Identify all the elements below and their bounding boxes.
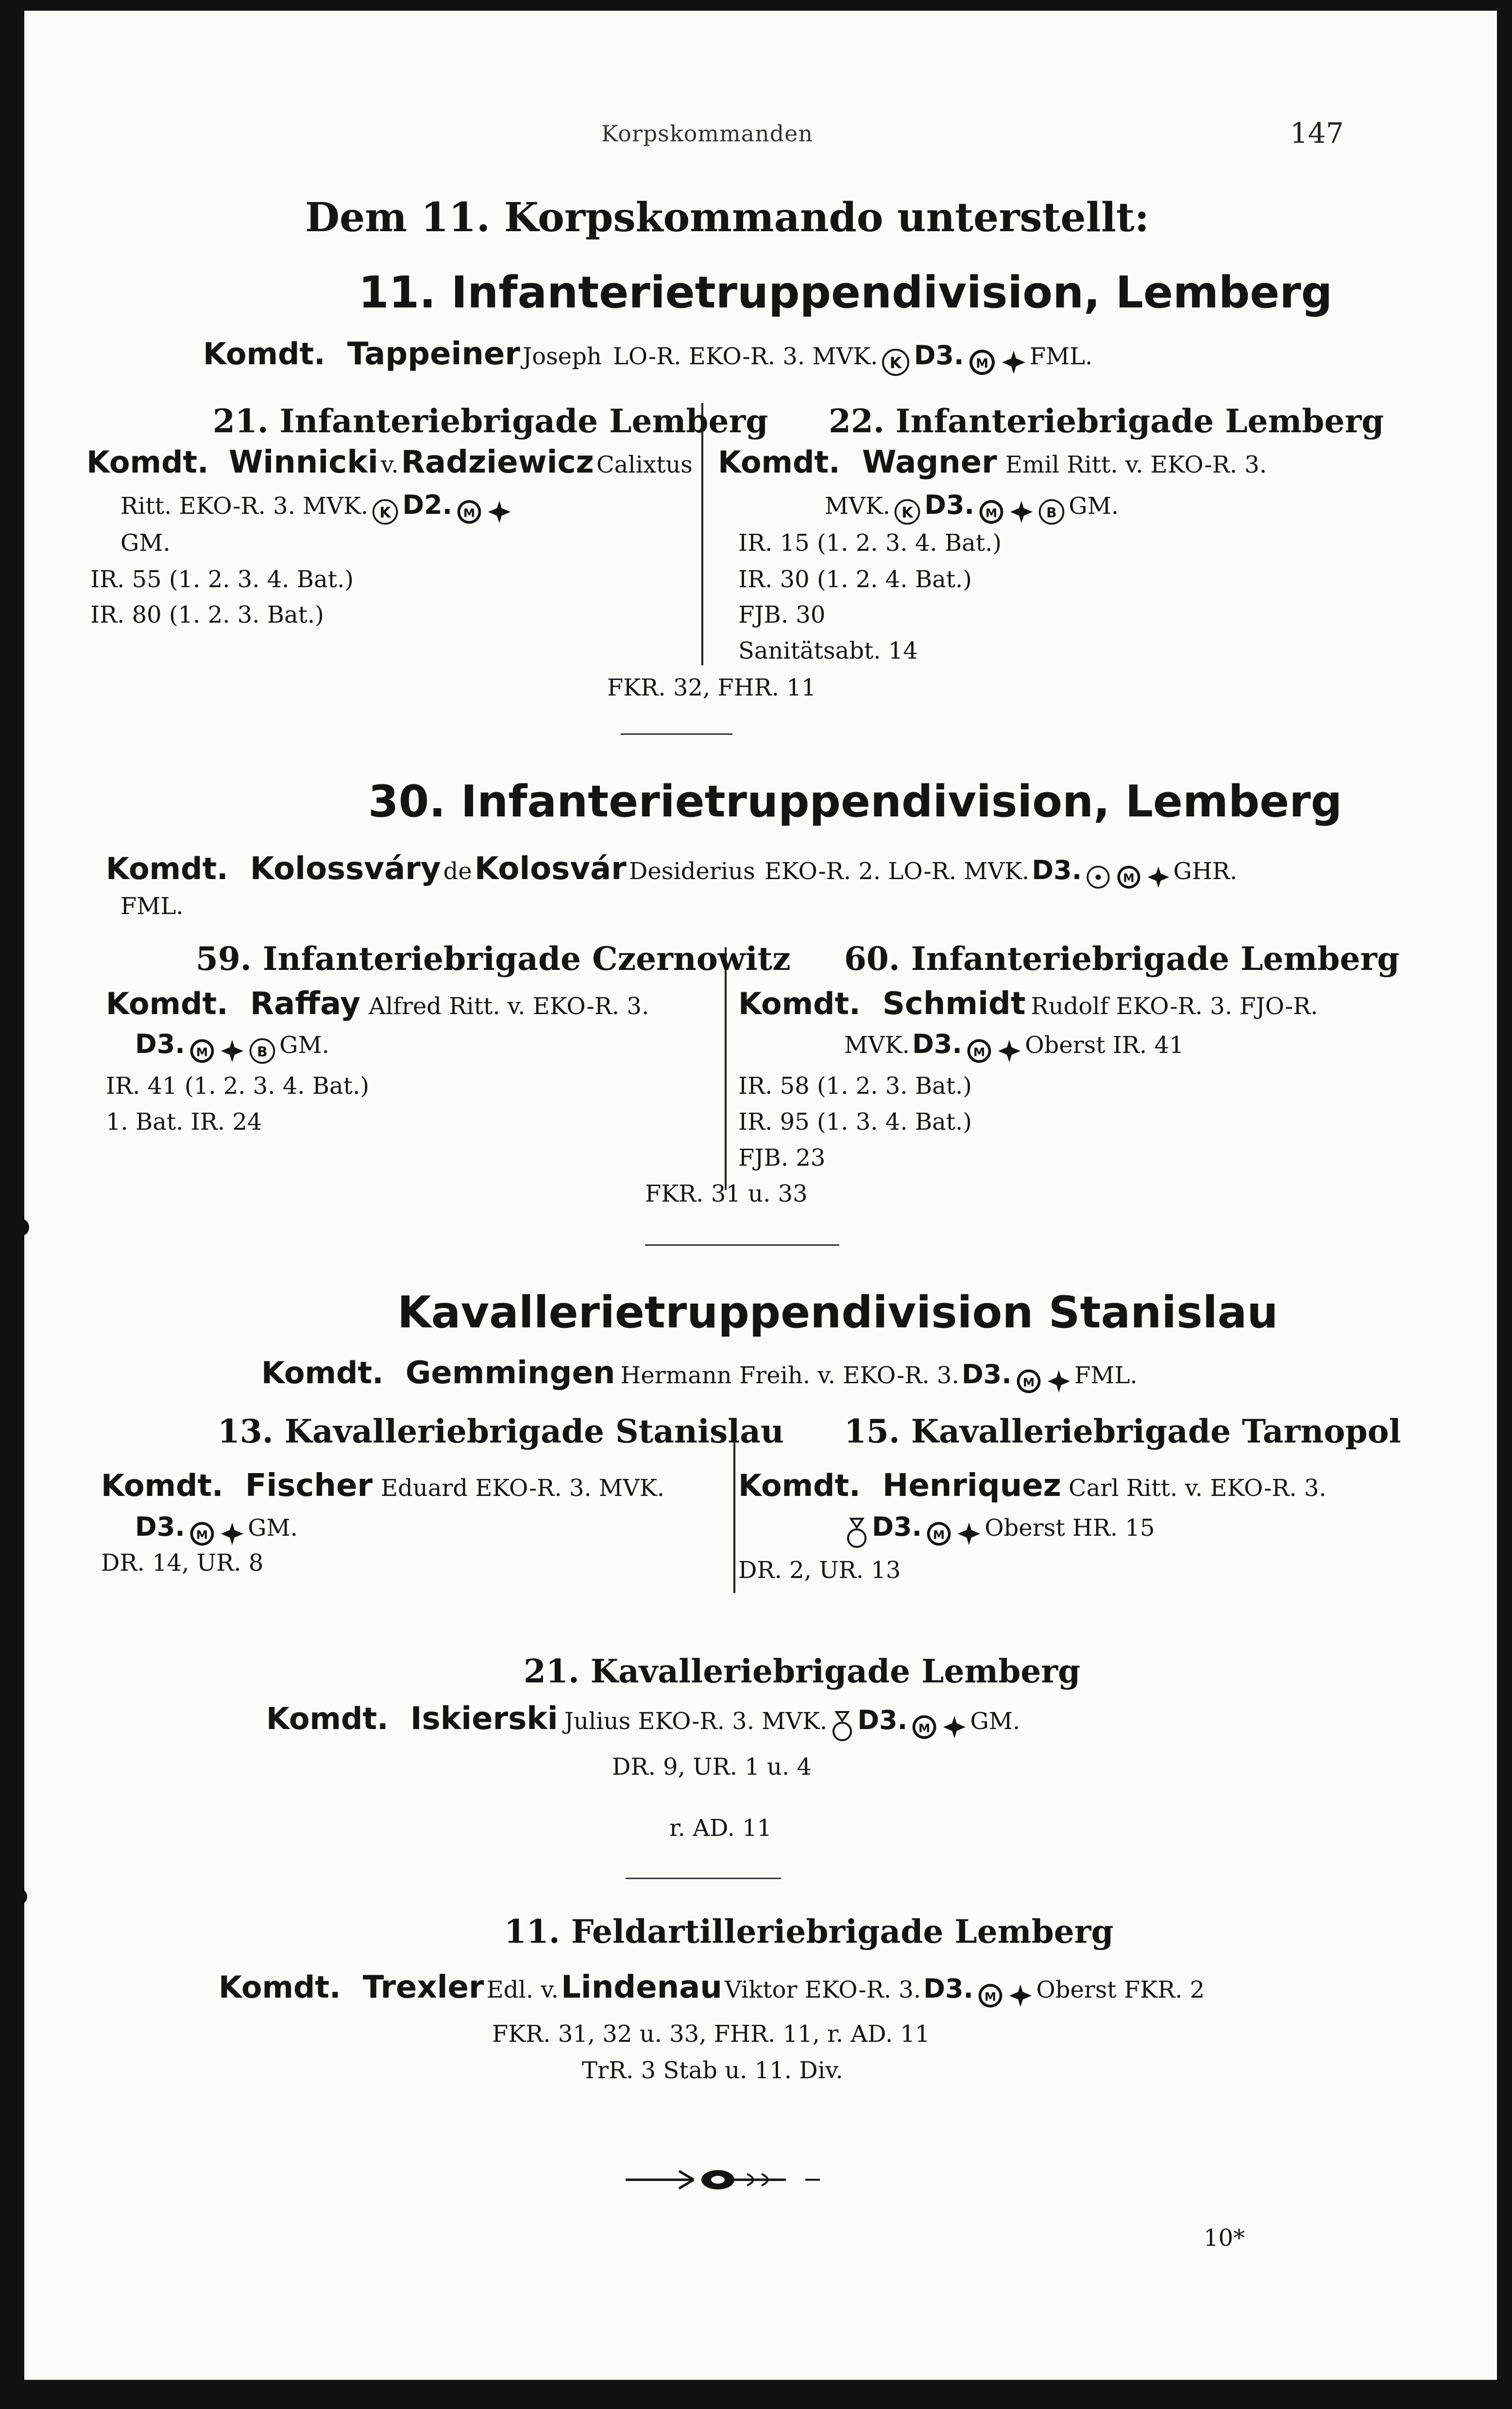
unit-line: IR. 41 (1. 2. 3. 4. Bat.) (106, 1072, 370, 1100)
cross-icon (1046, 1368, 1072, 1394)
unit-line: DR. 14, UR. 8 (101, 1549, 264, 1577)
cross-icon (941, 1714, 968, 1740)
div11-commander-line (203, 336, 1092, 378)
komdt-label: Komdt. (266, 1701, 389, 1736)
m-circle-icon (910, 1713, 939, 1742)
d3-mark: D3. (1032, 855, 1082, 885)
svg-text:M: M (1123, 871, 1135, 885)
komdt-label: Komdt. (203, 336, 325, 372)
brigade-59-title: 59. Infanteriebrigade Czernowitz (196, 940, 791, 978)
commander-name-2: Radziewicz (401, 444, 594, 480)
kav-brigade-13-title: 13. Kavalleriebrigade Stanislau (218, 1412, 784, 1450)
unit-line: DR. 9, UR. 1 u. 4 (612, 1753, 812, 1781)
cross-icon (1007, 1983, 1034, 2009)
komdt-label: Komdt. (106, 986, 228, 1021)
svg-text:M: M (985, 505, 998, 520)
div30-commander-line (106, 851, 1237, 891)
d3-mark: D3. (135, 1029, 185, 1059)
main-title: Dem 11. Korpskommando unterstellt: (305, 194, 1150, 241)
b-circle-icon (1037, 497, 1066, 526)
d3-mark: D3. (961, 1359, 1012, 1390)
decorations: Ritt. EKO-R. 3. MVK. (120, 492, 369, 520)
commander-name: Gemmingen (405, 1355, 615, 1391)
brigade-60-title: 60. Infanteriebrigade Lemberg (844, 940, 1400, 978)
commander-rank: GM. (248, 1514, 298, 1542)
svg-text:M: M (985, 1989, 997, 2003)
svg-text:M: M (1022, 1374, 1035, 1389)
brigade-60-commander (738, 986, 1318, 1022)
komdt-label: Komdt. (718, 444, 840, 480)
nobility-particle: v. (380, 451, 399, 478)
m-circle-icon (187, 1036, 217, 1066)
div30-rank: FML. (120, 893, 184, 920)
svg-text:K: K (890, 353, 902, 372)
svg-text:K: K (901, 504, 913, 521)
k-circle-icon (371, 497, 400, 526)
column-divider (701, 403, 703, 665)
m-circle-icon (967, 347, 998, 378)
komdt-label: Komdt. (86, 444, 209, 480)
commander-rank: Oberst FKR. 2 (1036, 1976, 1205, 2003)
komdt-label: Komdt. (219, 1969, 341, 2005)
kav-brigade-15-title: 15. Kavalleriebrigade Tarnopol (844, 1412, 1401, 1450)
unit-line: IR. 58 (1. 2. 3. Bat.) (738, 1072, 972, 1100)
nobility-particle: de (443, 858, 472, 885)
b-circle-icon (248, 1036, 277, 1066)
commander-given: Calixtus (596, 451, 693, 478)
commander-rank: Oberst HR. 15 (985, 1514, 1155, 1542)
komdt-label: Komdt. (101, 1468, 223, 1503)
komdt-label: Komdt. (738, 1468, 861, 1503)
commander-given: Desiderius (629, 858, 755, 885)
d3-mark: D3. (912, 1029, 962, 1059)
brigade-22-commander (718, 444, 1267, 480)
m-circle-icon (187, 1519, 217, 1548)
unit-line: FJB. 30 (738, 601, 826, 628)
sun-circle-icon (1084, 863, 1112, 891)
commander-name: Kolossváry (250, 851, 441, 887)
cross-icon (1008, 499, 1035, 525)
kav-brigade-21-title: 21. Kavalleriebrigade Lemberg (524, 1652, 1081, 1690)
komdt-label: Komdt. (738, 986, 861, 1021)
m-circle-icon (976, 1981, 1005, 2010)
commander-given: Hermann Freih. v. EKO-R. 3. (620, 1362, 959, 1389)
svg-text:M: M (196, 1044, 208, 1059)
svg-text:M: M (196, 1527, 208, 1542)
brigade-59-decorations (135, 1029, 329, 1066)
unit-line: IR. 15 (1. 2. 3. 4. Bat.) (738, 529, 1002, 557)
komdt-label: Komdt. (261, 1355, 384, 1391)
medal-ribbon-icon (844, 1517, 869, 1551)
column-divider (725, 947, 727, 1190)
unit-line: IR. 95 (1. 3. 4. Bat.) (738, 1108, 972, 1136)
commander-rank: FML. (1029, 343, 1093, 370)
commander-given: Emil Ritt. v. EKO-R. 3. (1005, 451, 1267, 478)
cross-icon (956, 1521, 982, 1547)
kav-brigade-21-commander (266, 1701, 1020, 1744)
signature-mark: 10* (1204, 2224, 1245, 2252)
scan-border-left (18, 0, 24, 2409)
decorations: MVK. (825, 492, 890, 520)
unit-line: r. AD. 11 (669, 1815, 772, 1842)
decorations: EKO-R. 2. LO-R. MVK. (764, 858, 1030, 885)
commander-given: Carl Ritt. v. EKO-R. 3. (1068, 1475, 1326, 1502)
commander-name: Tappeiner (347, 336, 520, 372)
unit-line: 1. Bat. IR. 24 (106, 1108, 262, 1136)
k-circle-icon (880, 347, 911, 378)
commander-rank: GM. (1069, 492, 1119, 520)
brigade-60-decorations (844, 1029, 1184, 1066)
unit-line: Sanitätsabt. 14 (738, 637, 918, 664)
div30-footer-units: FKR. 31 u. 33 (645, 1180, 808, 1207)
commander-given: Julius EKO-R. 3. MVK. (564, 1708, 828, 1735)
brigade-59-commander (106, 986, 649, 1022)
commander-name: Schmidt (882, 986, 1026, 1022)
brigade-22-title: 22. Infanteriebrigade Lemberg (829, 402, 1384, 440)
svg-text:K: K (379, 504, 391, 521)
nobility-particle: Edl. v. (486, 1976, 559, 2003)
scan-speck (18, 1219, 29, 1236)
cross-icon (219, 1521, 245, 1547)
kav-title: Kavallerietruppendivision Stanislau (397, 1287, 1278, 1338)
commander-name: Henriquez (882, 1468, 1061, 1504)
m-circle-icon (1115, 863, 1143, 891)
svg-text:M: M (463, 505, 476, 520)
scan-border-top (18, 0, 1505, 11)
commander-name: Winnicki (228, 444, 378, 480)
medal-ribbon-icon (830, 1710, 855, 1744)
m-circle-icon (1014, 1367, 1043, 1396)
brigade-21-commander (86, 444, 693, 480)
m-circle-icon (924, 1519, 953, 1548)
m-circle-icon (965, 1036, 994, 1066)
commander-name: Fischer (245, 1468, 373, 1504)
brigade-21-rank: GM. (120, 529, 170, 557)
kav-commander-line (261, 1355, 1138, 1396)
section-divider (645, 1244, 839, 1246)
commander-rank: GM. (279, 1032, 330, 1059)
svg-text:M: M (975, 356, 988, 371)
commander-name: Iskierski (410, 1701, 558, 1737)
brigade-21-decorations (120, 490, 512, 526)
kav-brigade-15-commander (738, 1468, 1326, 1504)
commander-given: Eduard EKO-R. 3. MVK. (381, 1475, 664, 1502)
fab-11-title: 11. Feldartilleriebrigade Lemberg (504, 1913, 1114, 1951)
document-page (18, 0, 1505, 2409)
commander-name-2: Kolosvár (474, 851, 627, 887)
unit-line: DR. 2, UR. 13 (738, 1557, 901, 1584)
cross-icon (1000, 349, 1027, 376)
commander-name: Raffay (250, 986, 361, 1022)
commander-name-2: Lindenau (561, 1969, 722, 2005)
unit-line: IR. 80 (1. 2. 3. Bat.) (90, 601, 324, 628)
svg-text:M: M (933, 1527, 945, 1542)
brigade-22-decorations (825, 490, 1119, 526)
fab-11-commander (219, 1969, 1205, 2010)
div11-title: 11. Infanterietruppendivision, Lemberg (358, 267, 1333, 318)
scan-border-right (1497, 0, 1505, 2409)
kav-brigade-13-decorations (135, 1511, 298, 1548)
cross-icon (1146, 865, 1171, 890)
unit-line: IR. 30 (1. 2. 4. Bat.) (738, 566, 972, 593)
k-circle-icon (893, 497, 922, 526)
m-circle-icon (455, 497, 484, 526)
scan-border-bottom (18, 2380, 1505, 2409)
m-circle-icon (977, 497, 1006, 526)
d3-mark: D3. (924, 490, 975, 520)
cross-icon (486, 499, 512, 525)
d2-mark: D2. (402, 490, 453, 520)
commander-name: Trexler (362, 1969, 484, 2005)
unit-line: IR. 55 (1. 2. 3. 4. Bat.) (90, 566, 354, 593)
div11-footer-units: FKR. 32, FHR. 11 (607, 674, 816, 701)
decoration-ghr: GHR. (1173, 858, 1238, 885)
decorations: MVK. (844, 1032, 910, 1059)
komdt-label: Komdt. (106, 851, 228, 886)
d3-mark: D3. (857, 1705, 908, 1735)
brigade-21-title: 21. Infanteriebrigade Lemberg (213, 402, 768, 440)
ornament-icon (621, 2160, 834, 2199)
kav-brigade-13-commander (101, 1468, 664, 1504)
running-title: Korpskommanden (601, 120, 814, 147)
commander-given: Joseph (523, 343, 602, 370)
commander-given: Rudolf EKO-R. 3. FJO-R. (1031, 993, 1318, 1020)
commander-rank: Oberst IR. 41 (1025, 1032, 1184, 1059)
section-divider (621, 733, 732, 735)
svg-text:B: B (1046, 504, 1057, 521)
unit-line: TrR. 3 Stab u. 11. Div. (582, 2057, 843, 2084)
d3-mark: D3. (914, 340, 964, 371)
commander-rank: FML. (1074, 1362, 1138, 1389)
unit-line: FJB. 23 (738, 1144, 826, 1171)
cross-icon (996, 1038, 1022, 1064)
section-divider (626, 1878, 781, 1879)
d3-mark: D3. (923, 1973, 974, 2004)
commander-given: Viktor EKO-R. 3. (725, 1976, 921, 2003)
scan-speck (18, 1889, 27, 1904)
div30-title: 30. Infanterietruppendivision, Lemberg (368, 776, 1342, 827)
d3-mark: D3. (135, 1511, 185, 1542)
commander-name: Wagner (862, 444, 997, 480)
page-number: 147 (1290, 117, 1344, 150)
commander-decorations: LO-R. EKO-R. 3. MVK. (612, 343, 878, 370)
svg-text:M: M (918, 1720, 931, 1735)
commander-rank: GM. (970, 1708, 1020, 1735)
commander-given: Alfred Ritt. v. EKO-R. 3. (369, 993, 649, 1020)
svg-text:B: B (257, 1043, 268, 1060)
cross-icon (219, 1038, 245, 1064)
kav-brigade-15-decorations (844, 1511, 1155, 1551)
svg-text:M: M (973, 1044, 985, 1059)
unit-line: FKR. 31, 32 u. 33, FHR. 11, r. AD. 11 (492, 2020, 930, 2048)
d3-mark: D3. (872, 1511, 922, 1542)
